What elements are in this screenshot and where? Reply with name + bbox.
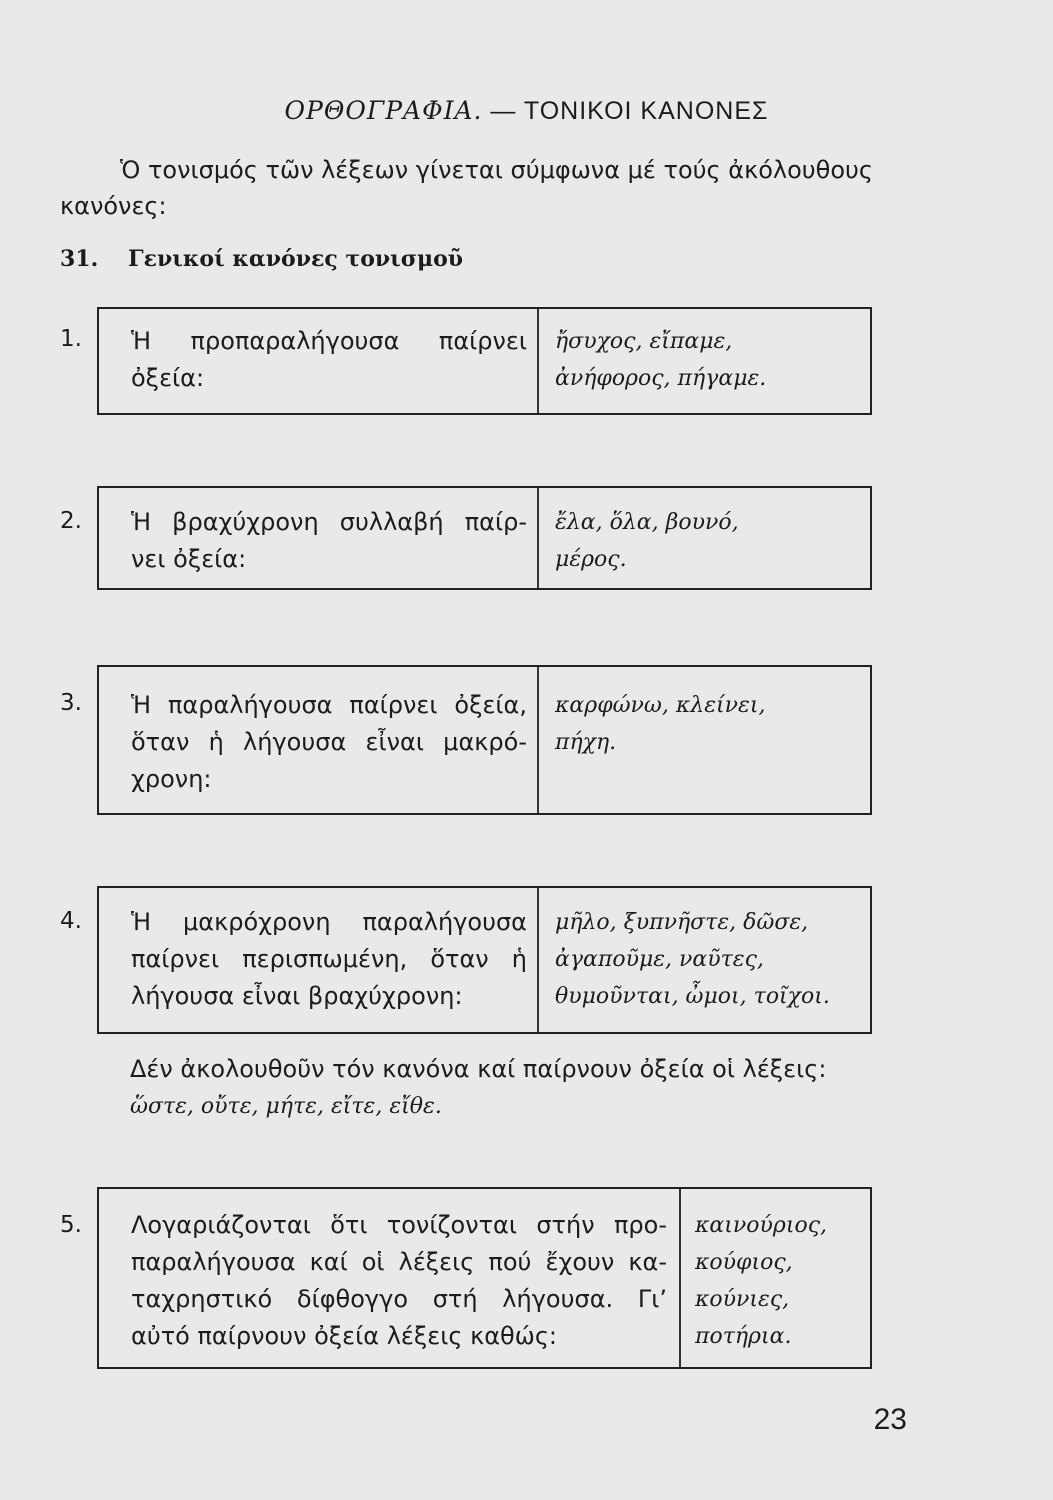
intro-paragraph	[60, 152, 920, 224]
note-line-2: ὥστε, οὔτε, μήτε, εἴτε, εἴθε.	[130, 1094, 442, 1119]
example-line: κούφιος,	[695, 1250, 793, 1275]
column-divider	[679, 1189, 681, 1367]
rule-description	[131, 504, 527, 578]
desc-line: αὐτό παίρνουν ὀξεία λέξεις καθώς:	[131, 1322, 557, 1350]
example-line: ἀνήφορος, πήγαμε.	[555, 366, 767, 391]
example-line: μέρος.	[555, 547, 627, 572]
intro-line-2: κανόνες:	[60, 192, 167, 220]
example-line: μῆλο, ξυπνῆστε, δῶσε,	[555, 910, 809, 935]
example-line: ποτήρια.	[695, 1324, 792, 1349]
column-divider	[537, 667, 539, 813]
note-line-1: Δέν ἀκολουθοῦν τόν κανόνα καί παίρνουν ὀξεία οἱ λέξεις:	[130, 1055, 827, 1083]
desc-line: χρονη:	[131, 765, 212, 793]
rule-number: 2.	[60, 508, 82, 534]
rule-examples	[555, 323, 855, 397]
rule-description	[131, 323, 527, 397]
rule-box-5	[97, 1187, 872, 1369]
rule-number: 5.	[60, 1212, 82, 1238]
example-line: καινούριος,	[695, 1213, 828, 1238]
exception-note	[130, 1050, 890, 1126]
example-line: ἔλα, ὅλα, βουνό,	[555, 510, 739, 535]
example-line: ἤσυχος, εἴπαμε,	[555, 329, 733, 354]
example-line: κούνιες,	[695, 1287, 790, 1312]
desc-line: παραλήγουσα καί οἱ λέξεις πού ἔχουν κα-	[131, 1248, 667, 1276]
section-heading	[60, 246, 463, 272]
rule-examples	[555, 687, 855, 761]
column-divider	[537, 888, 539, 1032]
column-divider	[537, 309, 539, 413]
desc-line: ὀξεία:	[131, 364, 205, 392]
desc-line: Λογαριάζονται ὅτι τονίζονται στήν προ-	[131, 1211, 667, 1239]
desc-line: λήγουσα εἶναι βραχύχρονη:	[131, 982, 463, 1010]
rule-box-3	[97, 665, 872, 815]
rule-box-1	[97, 307, 872, 415]
example-line: καρφώνω, κλείνει,	[555, 693, 766, 718]
desc-line: Ἡ παραλήγουσα παίρνει ὀξεία,	[131, 691, 527, 719]
rule-box-2	[97, 486, 872, 590]
rule-number: 4.	[60, 908, 82, 934]
section-number: 31.	[60, 246, 99, 272]
rule-examples	[555, 504, 855, 578]
rule-examples	[695, 1207, 865, 1355]
rule-description	[131, 687, 527, 798]
intro-line-1: Ὁ τονισμός τῶν λέξεων γίνεται σύμφωνα μέ τούς ἀκόλουθους	[120, 156, 874, 184]
rule-examples	[555, 904, 867, 1015]
rule-number: 1.	[60, 326, 82, 352]
title-roman: ΤΟΝΙΚΟΙ ΚΑΝΟΝΕΣ	[523, 97, 769, 125]
desc-line: Ἡ μακρόχρονη παραλήγουσα	[131, 908, 527, 936]
desc-line: ταχρηστικό δίφθογγο στή λήγουσα. Γι’	[131, 1285, 667, 1313]
page-title	[0, 96, 1053, 126]
page-number: 23	[873, 1403, 907, 1436]
desc-line: νει ὀξεία:	[131, 545, 247, 573]
example-line: πήχη.	[555, 730, 617, 755]
rule-description	[131, 904, 527, 1015]
title-italic: ΟΡΘΟΓΡΑΦΙΑ.	[284, 96, 483, 125]
desc-line: ὅταν ἡ λήγουσα εἶναι μακρό-	[131, 728, 527, 756]
section-title: Γενικοί κανόνες τονισμοῦ	[128, 246, 464, 272]
example-line: θυμοῦνται, ὦμοι, τοῖχοι.	[555, 984, 830, 1009]
example-line: ἀγαποῦμε, ναῦτες,	[555, 947, 764, 972]
rule-box-4	[97, 886, 872, 1034]
title-dash: —	[482, 97, 524, 125]
desc-line: Ἡ βραχύχρονη συλλαβή παίρ-	[131, 508, 527, 536]
rule-number: 3.	[60, 690, 82, 716]
desc-line: παίρνει περισπωμένη, ὅταν ἡ	[131, 945, 527, 973]
desc-line: Ἡ προπαραλήγουσα παίρνει	[131, 327, 527, 355]
column-divider	[537, 488, 539, 588]
rule-description	[131, 1207, 667, 1355]
